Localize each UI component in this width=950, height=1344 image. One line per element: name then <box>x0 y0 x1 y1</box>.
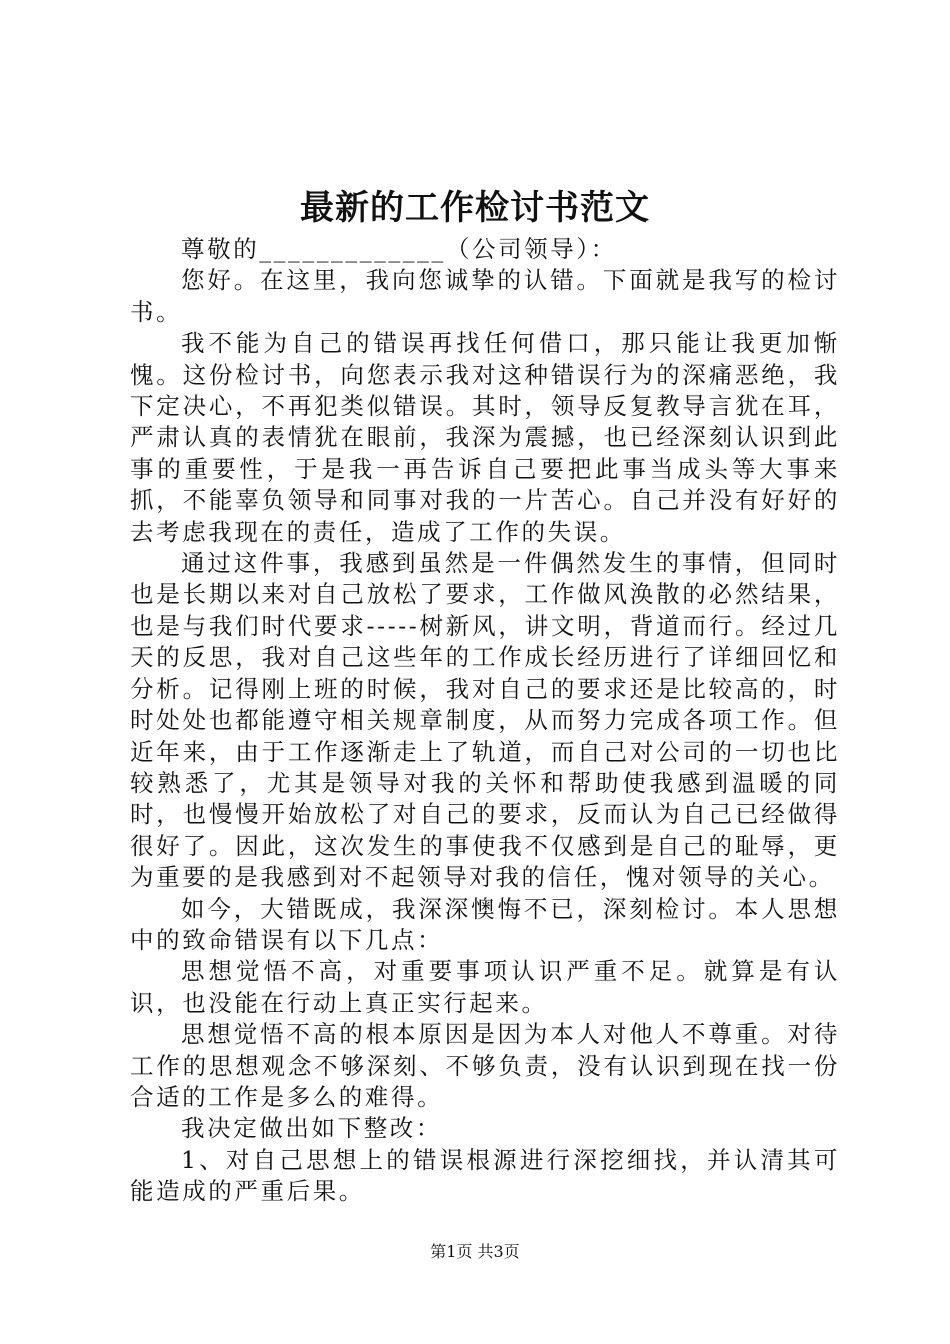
document-title: 最新的工作检讨书范文 <box>300 188 650 228</box>
body-paragraph: 如今，大错既成，我深深懊悔不已，深刻检讨。本人思想中的致命错误有以下几点： <box>130 894 840 954</box>
document-body <box>130 234 840 1208</box>
body-paragraph: 我不能为自己的错误再找任何借口，那只能让我更加惭愧。这份检讨书，向您表示我对这种错误行为的深痛恶绝，我下定决心，不再犯类似错误。其时，领导反复教导言犹在耳，严肃认真的表情犹在眼前，我深为震撼，也已经深刻认识到此事的重要性，于是我一再告诉自己要把此事当成头等大事来抓，不能辜负领导和同事对我的一片苦心。自己并没有好好的去考虑我现在的责任，造成了工作的失误。 <box>130 329 840 546</box>
body-paragraph: 通过这件事，我感到虽然是一件偶然发生的事情，但同时也是长期以来对自己放松了要求，工作做风涣散的必然结果，也是与我们时代要求-----树新风，讲文明，背道而行。经过几天的反思，我对自己这些年的工作成长经历进行了详细回忆和分析。记得刚上班的时候，我对自己的要求还是比较高的，时时处处也都能遵守相关规章制度，从而努力完成各项工作。但近年来，由于工作逐渐走上了轨道，而自己对公司的一切也比较熟悉了，尤其是领导对我的关怀和帮助使我感到温暖的同时，也慢慢开始放松了对自己的要求，反而认为自己已经做得很好了。因此，这次发生的事使我不仅感到是自己的耻辱，更为重要的是我感到对不起领导对我的信任，愧对领导的关心。 <box>130 549 840 892</box>
greeting-paragraph: 您好。在这里，我向您诚挚的认错。下面就是我写的检讨书。 <box>130 266 840 326</box>
salutation: 尊敬的_____________（公司领导）： <box>181 235 617 263</box>
page-footer: 第1页 共3页 <box>430 1242 520 1261</box>
body-paragraph: 思想觉悟不高，对重要事项认识严重不足。就算是有认识，也没能在行动上真正实行起来。 <box>130 957 840 1017</box>
body-paragraph: 思想觉悟不高的根本原因是因为本人对他人不尊重。对待工作的思想观念不够深刻、不够负责，没有认识到现在找一份合适的工作是多么的难得。 <box>130 1020 840 1111</box>
list-item: 1、对自己思想上的错误根源进行深挖细找，并认清其可能造成的严重后果。 <box>130 1145 840 1206</box>
body-paragraph: 我决定做出如下整改： <box>181 1114 442 1143</box>
